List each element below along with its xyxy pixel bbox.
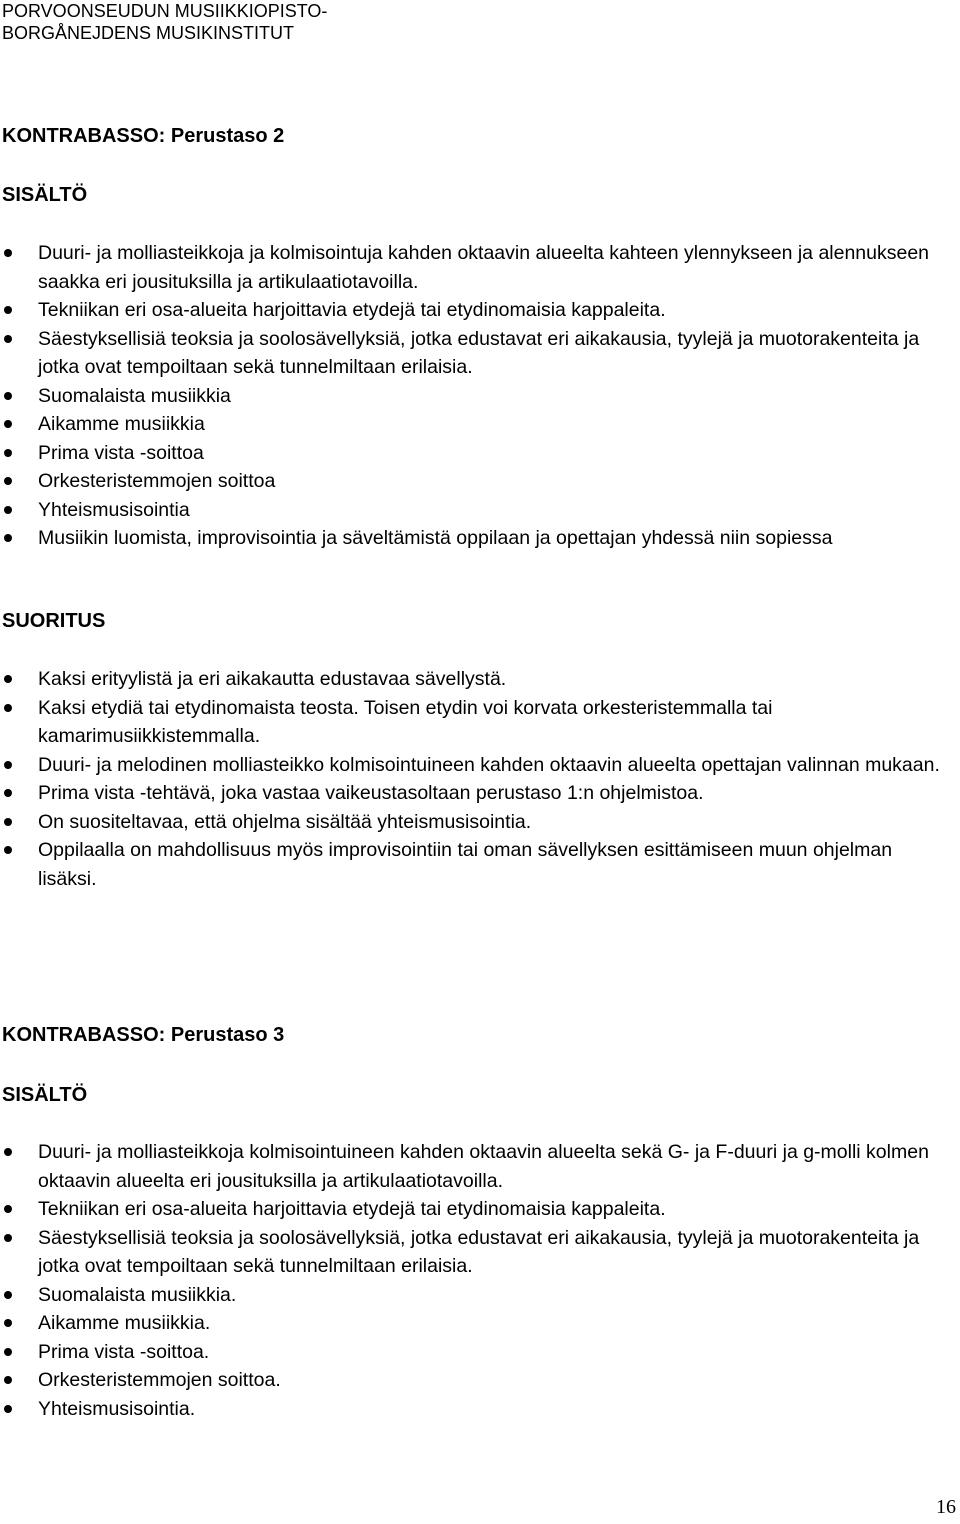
section2-sisalto-list bbox=[2, 1138, 952, 1423]
section1-sisalto-list-block bbox=[2, 239, 952, 553]
list-item-text: Aikamme musiikkia bbox=[38, 413, 205, 435]
list-item bbox=[2, 1195, 952, 1224]
list-item bbox=[2, 1138, 952, 1195]
list-item bbox=[2, 836, 952, 893]
list-item-text: Prima vista -soittoa bbox=[38, 441, 204, 464]
page-header bbox=[2, 0, 327, 44]
list-item bbox=[2, 694, 952, 751]
section2-sisalto-heading-block bbox=[2, 1083, 952, 1107]
list-item-text: Suomalaista musiikkia bbox=[38, 384, 231, 407]
section1-sisalto-heading-block bbox=[2, 183, 952, 207]
bullet-icon bbox=[4, 675, 12, 683]
bullet-icon bbox=[4, 420, 12, 428]
list-item-text: On suositeltavaa, että ohjelma sisältää yhteismusisointia. bbox=[38, 810, 532, 833]
bullet-icon bbox=[4, 1148, 12, 1156]
section1-suoritus-heading: SUORITUS bbox=[2, 610, 106, 632]
list-item-text: Yhteismusisointia. bbox=[38, 1397, 196, 1420]
list-item bbox=[2, 524, 952, 553]
list-item-text: Säestyksellisiä teoksia ja soolosävellyksiä, jotka edustavat eri aikakausia, tyylejä ja muotorakenteita ja jotka ovat tempoiltaan sekä tunnelmiltaan erilaisia. bbox=[38, 1226, 920, 1277]
list-item-text: Suomalaista musiikkia. bbox=[38, 1283, 237, 1306]
list-item-text: Orkesteristemmojen soittoa bbox=[38, 470, 276, 492]
list-item-text: Tekniikan eri osa-alueita harjoittavia etydejä tai etydinomaisia kappaleita. bbox=[38, 1198, 666, 1220]
section1-suoritus-list bbox=[2, 665, 952, 893]
list-item bbox=[2, 382, 952, 411]
section1-suoritus-list-block bbox=[2, 665, 952, 893]
list-item-text: Duuri- ja melodinen molliasteikko kolmisointuineen kahden oktaavin alueelta opettajan valinnan mukaan. bbox=[38, 753, 940, 776]
bullet-icon bbox=[4, 1405, 12, 1413]
bullet-icon bbox=[4, 335, 12, 343]
section1-sisalto-heading: SISÄLTÖ bbox=[2, 184, 88, 206]
section2-sisalto-list-block bbox=[2, 1138, 952, 1423]
section1-title: KONTRABASSO: Perustaso 2 bbox=[2, 125, 285, 147]
list-item-text: Säestyksellisiä teoksia ja soolosävellyksiä, jotka edustavat eri aikakausia, tyylejä ja muotorakenteita ja jotka ovat tempoiltaan sekä tunnelmiltaan erilaisia. bbox=[38, 327, 920, 378]
bullet-icon bbox=[4, 1205, 12, 1213]
list-item bbox=[2, 1366, 952, 1395]
list-item bbox=[2, 1224, 952, 1281]
bullet-icon bbox=[4, 534, 12, 542]
bullet-icon bbox=[4, 506, 12, 514]
bullet-icon bbox=[4, 846, 12, 854]
list-item-text: Kaksi erityylistä ja eri aikakautta edustavaa sävellystä. bbox=[38, 668, 507, 690]
section2-sisalto-heading: SISÄLTÖ bbox=[2, 1084, 88, 1106]
bullet-icon bbox=[4, 477, 12, 485]
bullet-icon bbox=[4, 1319, 12, 1327]
list-item-text: Prima vista -soittoa. bbox=[38, 1340, 210, 1363]
list-item-text: Orkesteristemmojen soittoa. bbox=[38, 1369, 281, 1391]
list-item-text: Duuri- ja molliasteikkoja ja kolmisointuja kahden oktaavin alueelta kahteen ylennykseen ja alennukseen saakka eri jousituksilla ja artikulaatiotavoilla. bbox=[38, 242, 930, 293]
list-item bbox=[2, 808, 952, 837]
list-item bbox=[2, 1395, 952, 1424]
section2-title: KONTRABASSO: Perustaso 3 bbox=[2, 1024, 285, 1046]
list-item bbox=[2, 467, 952, 496]
bullet-icon bbox=[4, 449, 12, 457]
list-item bbox=[2, 1281, 952, 1310]
bullet-icon bbox=[4, 1348, 12, 1356]
list-item bbox=[2, 239, 952, 296]
bullet-icon bbox=[4, 306, 12, 314]
bullet-icon bbox=[4, 392, 12, 400]
list-item-text: Kaksi etydiä tai etydinomaista teosta. Toisen etydin voi korvata orkesteristemmalla tai kamarimusiikkistemmalla. bbox=[38, 696, 773, 747]
bullet-icon bbox=[4, 249, 12, 257]
bullet-icon bbox=[4, 761, 12, 769]
list-item bbox=[2, 439, 952, 468]
list-item bbox=[2, 1338, 952, 1367]
bullet-icon bbox=[4, 1291, 12, 1299]
header-line-2: BORGÅNEJDENS MUSIKINSTITUT bbox=[2, 23, 295, 43]
section1-title-block bbox=[2, 124, 952, 148]
bullet-icon bbox=[4, 1376, 12, 1384]
section1-suoritus-heading-block bbox=[2, 609, 952, 633]
list-item bbox=[2, 751, 952, 780]
section1-sisalto-list bbox=[2, 239, 952, 553]
list-item-text: Aikamme musiikkia. bbox=[38, 1312, 211, 1334]
header-line-1: PORVOONSEUDUN MUSIIKKIOPISTO- bbox=[2, 1, 328, 21]
list-item bbox=[2, 496, 952, 525]
bullet-icon bbox=[4, 789, 12, 797]
bullet-icon bbox=[4, 704, 12, 712]
bullet-icon bbox=[4, 818, 12, 826]
list-item-text: Oppilaalla on mahdollisuus myös improvisointiin tai oman sävellyksen esittämiseen muun ohjelman lisäksi. bbox=[38, 839, 893, 890]
bullet-icon bbox=[4, 1234, 12, 1242]
list-item-text: Musiikin luomista, improvisointia ja säveltämistä oppilaan ja opettajan yhdessä niin sopiessa bbox=[38, 527, 833, 549]
list-item bbox=[2, 1309, 952, 1338]
page-number: 16 bbox=[936, 1496, 956, 1518]
list-item-text: Prima vista -tehtävä, joka vastaa vaikeustasoltaan perustaso 1:n ohjelmistoa. bbox=[38, 782, 704, 804]
section2-title-block bbox=[2, 1023, 952, 1047]
list-item bbox=[2, 779, 952, 808]
list-item bbox=[2, 325, 952, 382]
list-item-text: Tekniikan eri osa-alueita harjoittavia etydejä tai etydinomaisia kappaleita. bbox=[38, 299, 666, 321]
list-item bbox=[2, 665, 952, 694]
list-item bbox=[2, 410, 952, 439]
list-item bbox=[2, 296, 952, 325]
list-item-text: Yhteismusisointia bbox=[38, 498, 190, 521]
list-item-text: Duuri- ja molliasteikkoja kolmisointuineen kahden oktaavin alueelta sekä G- ja F-duuri ja g-molli kolmen oktaavin alueelta eri jousituksilla ja artikulaatiotavoilla. bbox=[38, 1141, 929, 1192]
